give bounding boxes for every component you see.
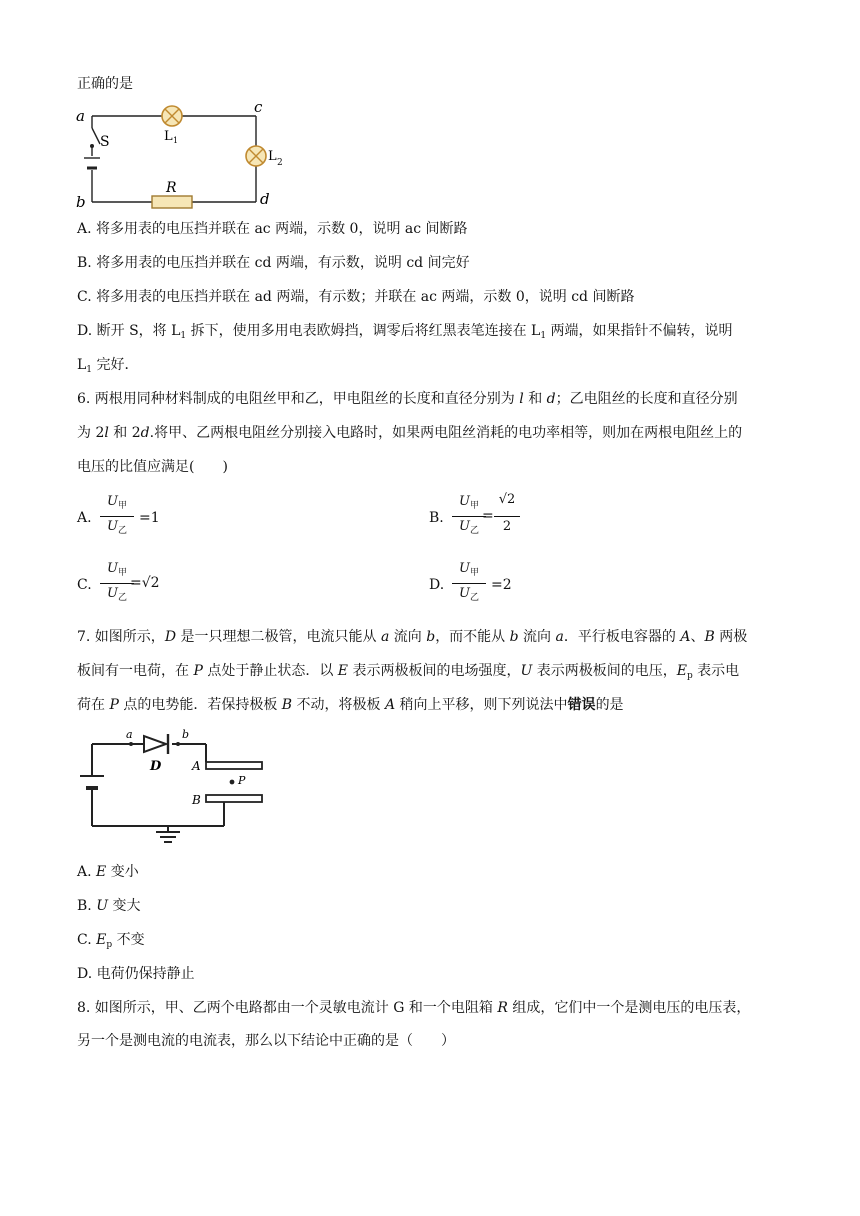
q5-stem-tail: 正确的是 (77, 76, 133, 92)
q6-option-D-fraction: $U_甲$ $U_乙$ (452, 561, 486, 607)
label-a: a (126, 728, 133, 741)
q6-option-D-value: =2 (491, 577, 512, 593)
label-R: R (166, 180, 177, 196)
label-B: B (192, 793, 201, 807)
diode (144, 736, 166, 752)
q5-option-B: B. 将多用表的电压挡并联在 cd 两端，有示数，说明 cd 间完好 (77, 255, 470, 271)
q7-option-D: D. 电荷仍保持静止 (77, 966, 195, 982)
q8-line2: 另一个是测电流的电流表，那么以下结论中正确的是（ ） (77, 1033, 455, 1049)
label-S: S (100, 134, 110, 150)
label-b: b (182, 728, 190, 741)
q5-option-D-line2: $L_1$ 完好． (77, 357, 139, 375)
q6-option-B-equals: = (482, 508, 494, 524)
q6-option-C-label: C. (77, 577, 92, 593)
label-L1-sub: 1 (173, 136, 179, 145)
q6-line3: 电压的比值应满足( ) (77, 459, 228, 475)
q6-option-C-fraction: $U_甲$ $U_乙$ (100, 561, 134, 607)
label-L1: L (164, 129, 173, 144)
resistor-R (152, 196, 192, 208)
plate-A (206, 762, 262, 769)
charge-P (230, 780, 235, 785)
label-a: a (76, 107, 85, 125)
q6-line2: 为 2l 和 2d.将甲、乙两根电阻丝分别接入电路时，如果两电阻丝消耗的电功率相等，则加在两根电阻丝上的 (77, 425, 743, 441)
q5-option-D-line1: D. 断开 S，将 $L_1$ 拆下，使用多用电表欧姆挡，调零后将红黑表笔连接在 $L_1$ 两端，如果指针不偏转，说明 (77, 323, 733, 341)
q6-option-B-value: √2 2 (494, 492, 520, 540)
label-D: D (150, 759, 162, 774)
q7-option-C: C. $E_p$ 不变 (77, 932, 145, 950)
label-b: b (76, 193, 86, 211)
label-d: d (260, 190, 270, 208)
q6-option-B-fraction: $U_甲$ $U_乙$ (452, 494, 486, 540)
q6-option-A-value: =1 (139, 510, 160, 526)
label-L2: L (268, 149, 277, 164)
q7-circuit-figure (76, 728, 272, 846)
q6-option-C-value: =√2 (130, 575, 160, 591)
label-c: c (254, 98, 263, 116)
q6-option-A-label: A. (77, 510, 92, 526)
label-P: P (238, 774, 246, 787)
q7-line1: 7. 如图所示，D 是一只理想二极管，电流只能从 a 流向 b，而不能从 b 流向 a．平行板电容器的 A、B 两极 (77, 629, 748, 645)
q8-line1: 8. 如图所示，甲、乙两个电路都由一个灵敏电流计 G 和一个电阻箱 R 组成，它们中一个是测电压的电压表， (77, 1000, 751, 1016)
q7-line2: 板间有一电荷，在 P 点处于静止状态．以 E 表示两极板间的电场强度，U 表示两极板间的电压，$E_p$ 表示电 (77, 663, 740, 681)
q7-option-B: B. U 变大 (77, 898, 141, 914)
q6-option-B-label: B. (429, 510, 444, 526)
plate-B (206, 795, 262, 802)
q5-option-A: A. 将多用表的电压挡并联在 ac 两端，示数 0，说明 ac 间断路 (77, 221, 468, 237)
q7-line3: 荷在 P 点的电势能．若保持极板 B 不动，将极板 A 稍向上平移，则下列说法中错误的是 (77, 697, 624, 713)
q6-option-A-fraction: $U_甲$ $U_乙$ (100, 494, 134, 540)
q6-line1: 6. 两根用同种材料制成的电阻丝甲和乙，甲电阻丝的长度和直径分别为 l 和 d；乙电阻丝的长度和直径分别 (77, 391, 738, 407)
q5-option-C: C. 将多用表的电压挡并联在 ad 两端，有示数；并联在 ac 两端，示数 0，说明 cd 间断路 (77, 289, 635, 305)
q5-circuit-figure (74, 98, 277, 212)
q6-option-D-label: D. (429, 577, 445, 593)
label-A: A (192, 759, 201, 773)
label-L2-sub: 2 (277, 158, 283, 168)
q7-option-A: A. E 变小 (77, 864, 139, 880)
